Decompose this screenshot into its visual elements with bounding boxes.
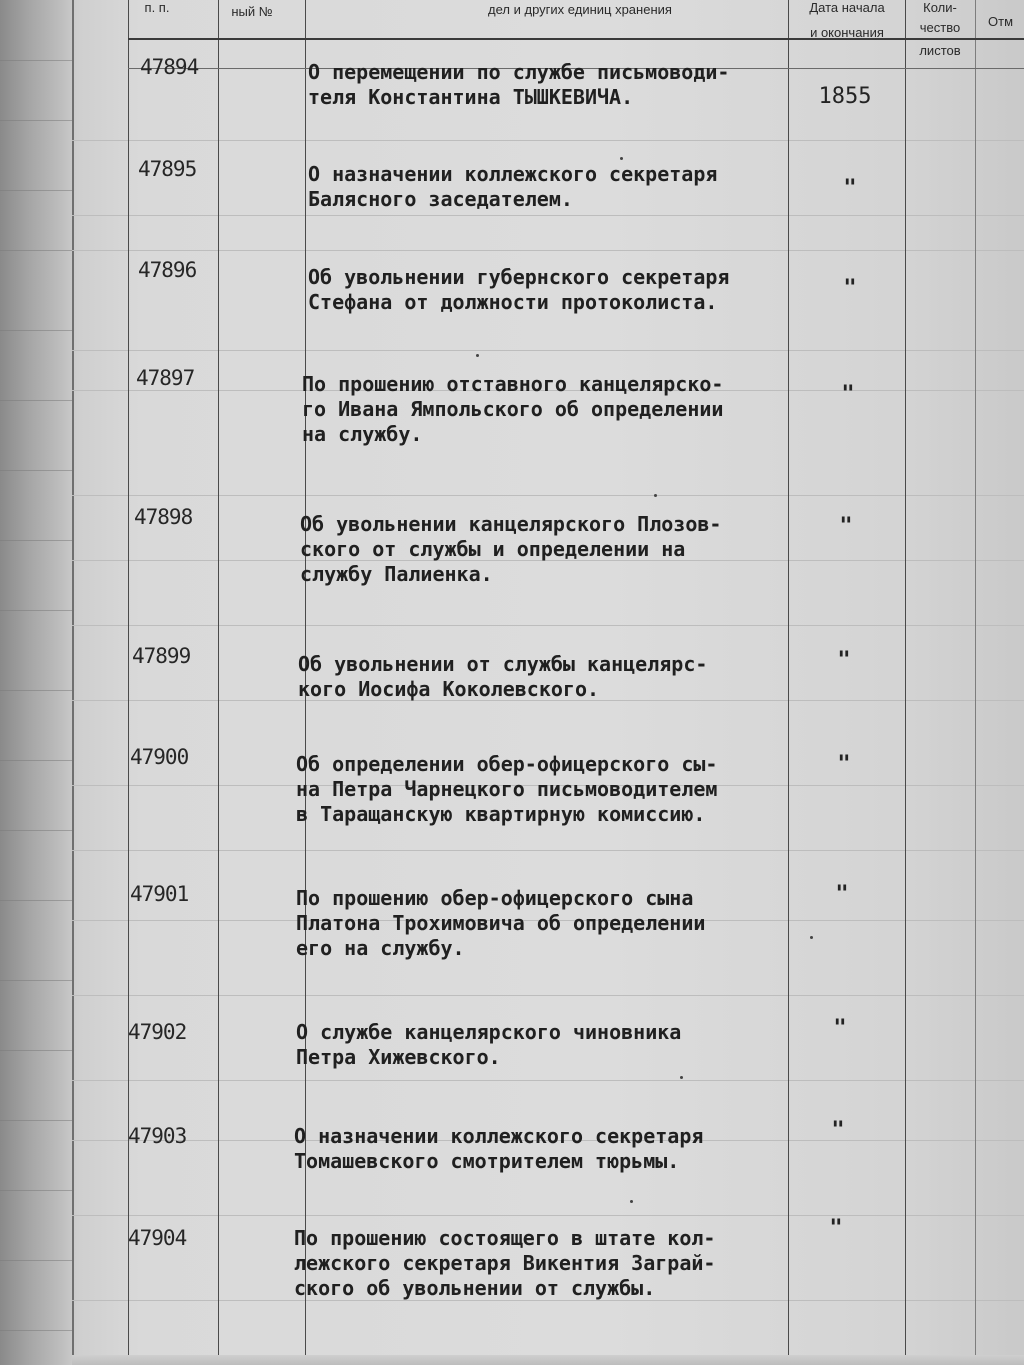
entry-description (298, 652, 707, 702)
description-line: По прошению состоящего в штате кол- (294, 1226, 716, 1250)
description-line: О назначении коллежского секретаря (294, 1124, 704, 1148)
entry-description (294, 1226, 715, 1301)
entry-date: " (843, 176, 857, 201)
column-rule (128, 0, 129, 1365)
description-line: Балясного заседателем. (308, 187, 573, 211)
description-line: в Таращанскую квартирную комиссию. (296, 802, 706, 826)
description-line: Об увольнении губернского секретаря (308, 265, 730, 289)
description-line: О назначении коллежского секретаря (308, 162, 718, 186)
description-line: Об определении обер-офицерского сы- (296, 752, 718, 776)
entry-description (308, 265, 729, 315)
entry-description (294, 1124, 703, 1174)
description-line: его на службу. (296, 936, 465, 960)
entry-number: 47894 (140, 55, 199, 79)
description-line: Петра Хижевского. (296, 1045, 501, 1069)
entry-number: 47902 (128, 1020, 187, 1044)
header-sheets-line2: чество (919, 20, 961, 35)
header-col-dates (790, 0, 904, 40)
description-line: службу Палиенка. (300, 562, 493, 586)
entry-number: 47897 (136, 366, 195, 390)
description-line: на службу. (302, 422, 423, 446)
entry-date: " (843, 276, 857, 301)
entry-number: 47899 (132, 644, 191, 668)
entry-number: 47895 (138, 157, 197, 181)
page-binding (0, 0, 74, 1365)
entry-date: " (833, 1016, 847, 1041)
entry-description (308, 60, 729, 110)
entry-number: 47904 (128, 1226, 187, 1250)
column-rule (905, 0, 906, 1365)
description-line: теля Константина ТЫШКЕВИЧА. (308, 85, 634, 109)
header-sheets-line3: листов (919, 43, 961, 58)
description-line: лежского секретаря Викентия Заграй- (294, 1251, 716, 1275)
entry-description (296, 886, 705, 961)
header-col-title: дел и других единиц хранения (488, 2, 672, 17)
header-col-inventory: ный № (231, 4, 273, 19)
description-line: на Петра Чарнецкого письмоводителем (296, 777, 718, 801)
entry-date: " (831, 1118, 845, 1143)
entry-date: " (835, 882, 849, 907)
description-line: Об увольнении канцелярского Плозов- (300, 512, 722, 536)
description-line: О службе канцелярского чиновника (296, 1020, 682, 1044)
entry-date: 1855 (818, 84, 872, 109)
page-bottom-edge (72, 1355, 1024, 1365)
entry-date: " (837, 752, 851, 777)
description-line: Томашевского смотрителем тюрьмы. (294, 1149, 680, 1173)
description-line: По прошению обер-офицерского сына (296, 886, 694, 910)
description-line: ского от службы и определении на (300, 537, 686, 561)
entry-number: 47898 (134, 505, 193, 529)
header-dates-line2: и окончания (810, 25, 884, 40)
column-rule (788, 0, 789, 1365)
entry-description (308, 162, 717, 212)
entry-date: " (837, 648, 851, 673)
header-col-number: п. п. (144, 0, 170, 15)
column-rule (975, 0, 976, 1365)
description-line: ского об увольнении от службы. (294, 1276, 656, 1300)
description-line: По прошению отставного канцелярско- (302, 372, 724, 396)
description-line: Об увольнении от службы канцелярс- (298, 652, 708, 676)
header-dates-line1: Дата начала (809, 0, 885, 15)
description-line: О перемещении по службе письмоводи- (308, 60, 730, 84)
header-col-notes: Отм (988, 14, 1014, 29)
entry-description (296, 752, 717, 827)
entry-description (300, 512, 721, 587)
entry-number: 47896 (138, 258, 197, 282)
description-line: кого Иосифа Коколевского. (298, 677, 600, 701)
entry-number: 47903 (128, 1124, 187, 1148)
entry-number: 47901 (130, 882, 189, 906)
description-line: Стефана от должности протоколиста. (308, 290, 718, 314)
description-line: го Ивана Ямпольского об определении (302, 397, 724, 421)
entry-number: 47900 (130, 745, 189, 769)
entry-date: " (839, 514, 853, 539)
entry-date: " (841, 382, 855, 407)
entry-description (302, 372, 723, 447)
entry-date: " (829, 1216, 843, 1241)
header-sheets-line1: Коли- (923, 0, 957, 15)
header-col-sheets (906, 0, 974, 58)
description-line: Платона Трохимовича об определении (296, 911, 706, 935)
entry-description (296, 1020, 681, 1070)
column-rule (218, 0, 219, 1365)
